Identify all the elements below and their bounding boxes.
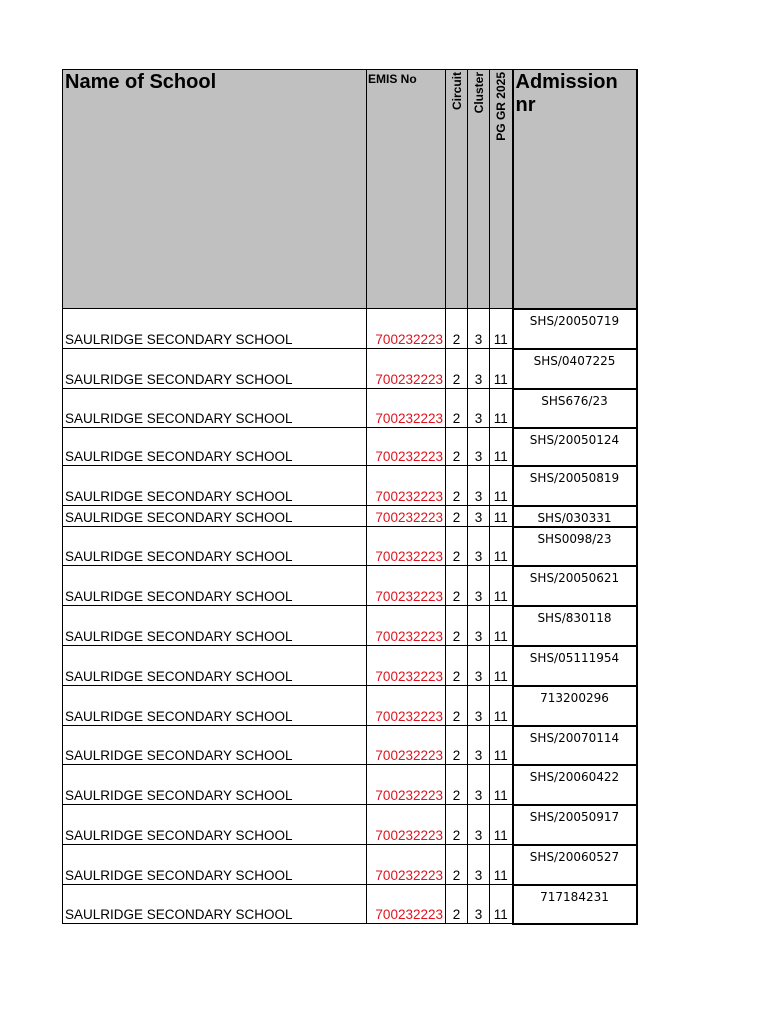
header-emis-no: EMIS No <box>367 70 446 309</box>
table-row <box>63 885 637 924</box>
school-name-cell: SAULRIDGE SECONDARY SCHOOL <box>63 805 367 845</box>
grade-cell: 11 <box>490 885 513 924</box>
cluster-cell: 3 <box>468 686 490 726</box>
grade-cell: 11 <box>490 527 513 566</box>
grade-cell: 11 <box>490 349 513 389</box>
circuit-cell: 2 <box>446 428 468 466</box>
grade-cell: 11 <box>490 309 513 349</box>
cluster-cell: 3 <box>468 349 490 389</box>
admission-cell: 717184231 <box>513 885 637 924</box>
admission-cell: SHS0098/23 <box>513 527 637 566</box>
cluster-cell: 3 <box>468 566 490 606</box>
circuit-cell: 2 <box>446 765 468 805</box>
header-admission-nr: Admission nr <box>513 70 637 309</box>
school-name-cell: SAULRIDGE SECONDARY SCHOOL <box>63 527 367 566</box>
grade-cell: 11 <box>490 428 513 466</box>
grade-cell: 11 <box>490 765 513 805</box>
emis-cell: 700232223 <box>367 428 446 466</box>
school-name-cell: SAULRIDGE SECONDARY SCHOOL <box>63 428 367 466</box>
table-row <box>63 566 637 606</box>
grade-cell: 11 <box>490 646 513 686</box>
table-row <box>63 686 637 726</box>
cluster-cell: 3 <box>468 885 490 924</box>
table-row <box>63 646 637 686</box>
school-name-cell: SAULRIDGE SECONDARY SCHOOL <box>63 726 367 765</box>
admission-cell: SHS/20050917 <box>513 805 637 845</box>
cluster-cell: 3 <box>468 527 490 566</box>
admission-cell: SHS/20060527 <box>513 845 637 885</box>
circuit-cell: 2 <box>446 726 468 765</box>
admission-cell: SHS676/23 <box>513 389 637 428</box>
emis-cell: 700232223 <box>367 646 446 686</box>
emis-cell: 700232223 <box>367 606 446 646</box>
emis-cell: 700232223 <box>367 885 446 924</box>
header-cluster-label: Cluster <box>471 72 486 114</box>
header-circuit-label: Circuit <box>449 72 464 111</box>
cluster-cell: 3 <box>468 389 490 428</box>
table-row <box>63 349 637 389</box>
school-name-cell: SAULRIDGE SECONDARY SCHOOL <box>63 765 367 805</box>
grade-cell: 11 <box>490 805 513 845</box>
emis-cell: 700232223 <box>367 566 446 606</box>
school-admission-table <box>62 69 638 925</box>
header-pg-gr-label: PG GR 2025 <box>493 72 508 141</box>
circuit-cell: 2 <box>446 309 468 349</box>
table-row <box>63 309 637 349</box>
emis-cell: 700232223 <box>367 349 446 389</box>
table-header <box>63 70 637 309</box>
grade-cell: 11 <box>490 686 513 726</box>
admission-cell: SHS/20050124 <box>513 428 637 466</box>
circuit-cell: 2 <box>446 349 468 389</box>
emis-cell: 700232223 <box>367 466 446 506</box>
table-row <box>63 726 637 765</box>
circuit-cell: 2 <box>446 389 468 428</box>
header-circuit <box>446 70 468 309</box>
school-name-cell: SAULRIDGE SECONDARY SCHOOL <box>63 566 367 606</box>
table-row <box>63 466 637 506</box>
emis-cell: 700232223 <box>367 309 446 349</box>
table-row <box>63 428 637 466</box>
table-row <box>63 506 637 527</box>
circuit-cell: 2 <box>446 805 468 845</box>
school-name-cell: SAULRIDGE SECONDARY SCHOOL <box>63 349 367 389</box>
emis-cell: 700232223 <box>367 389 446 428</box>
table-body <box>63 309 637 924</box>
cluster-cell: 3 <box>468 428 490 466</box>
circuit-cell: 2 <box>446 885 468 924</box>
grade-cell: 11 <box>490 845 513 885</box>
grade-cell: 11 <box>490 389 513 428</box>
table-row <box>63 389 637 428</box>
emis-cell: 700232223 <box>367 506 446 527</box>
circuit-cell: 2 <box>446 646 468 686</box>
school-name-cell: SAULRIDGE SECONDARY SCHOOL <box>63 506 367 527</box>
emis-cell: 700232223 <box>367 686 446 726</box>
school-name-cell: SAULRIDGE SECONDARY SCHOOL <box>63 606 367 646</box>
circuit-cell: 2 <box>446 566 468 606</box>
admission-cell: SHS/0407225 <box>513 349 637 389</box>
emis-cell: 700232223 <box>367 845 446 885</box>
cluster-cell: 3 <box>468 466 490 506</box>
circuit-cell: 2 <box>446 686 468 726</box>
circuit-cell: 2 <box>446 466 468 506</box>
circuit-cell: 2 <box>446 606 468 646</box>
admission-cell: SHS/20060422 <box>513 765 637 805</box>
cluster-cell: 3 <box>468 726 490 765</box>
header-pg-gr <box>490 70 513 309</box>
table-row <box>63 805 637 845</box>
grade-cell: 11 <box>490 566 513 606</box>
header-name-of-school: Name of School <box>63 70 367 309</box>
emis-cell: 700232223 <box>367 765 446 805</box>
circuit-cell: 2 <box>446 845 468 885</box>
cluster-cell: 3 <box>468 805 490 845</box>
emis-cell: 700232223 <box>367 726 446 765</box>
school-name-cell: SAULRIDGE SECONDARY SCHOOL <box>63 389 367 428</box>
cluster-cell: 3 <box>468 606 490 646</box>
table-row <box>63 765 637 805</box>
admission-cell: SHS/20050621 <box>513 566 637 606</box>
table-row <box>63 606 637 646</box>
school-name-cell: SAULRIDGE SECONDARY SCHOOL <box>63 466 367 506</box>
table-row <box>63 527 637 566</box>
grade-cell: 11 <box>490 726 513 765</box>
school-name-cell: SAULRIDGE SECONDARY SCHOOL <box>63 885 367 924</box>
school-name-cell: SAULRIDGE SECONDARY SCHOOL <box>63 845 367 885</box>
table-row <box>63 845 637 885</box>
school-name-cell: SAULRIDGE SECONDARY SCHOOL <box>63 309 367 349</box>
cluster-cell: 3 <box>468 765 490 805</box>
school-name-cell: SAULRIDGE SECONDARY SCHOOL <box>63 646 367 686</box>
grade-cell: 11 <box>490 466 513 506</box>
admission-cell: 713200296 <box>513 686 637 726</box>
cluster-cell: 3 <box>468 646 490 686</box>
grade-cell: 11 <box>490 506 513 527</box>
circuit-cell: 2 <box>446 527 468 566</box>
grade-cell: 11 <box>490 606 513 646</box>
emis-cell: 700232223 <box>367 527 446 566</box>
school-name-cell: SAULRIDGE SECONDARY SCHOOL <box>63 686 367 726</box>
admission-cell: SHS/030331 <box>513 506 637 527</box>
admission-cell: SHS/830118 <box>513 606 637 646</box>
admission-cell: SHS/05111954 <box>513 646 637 686</box>
circuit-cell: 2 <box>446 506 468 527</box>
admission-cell: SHS/20070114 <box>513 726 637 765</box>
admission-cell: SHS/20050719 <box>513 309 637 349</box>
emis-cell: 700232223 <box>367 805 446 845</box>
admission-cell: SHS/20050819 <box>513 466 637 506</box>
cluster-cell: 3 <box>468 309 490 349</box>
cluster-cell: 3 <box>468 845 490 885</box>
cluster-cell: 3 <box>468 506 490 527</box>
header-cluster <box>468 70 490 309</box>
